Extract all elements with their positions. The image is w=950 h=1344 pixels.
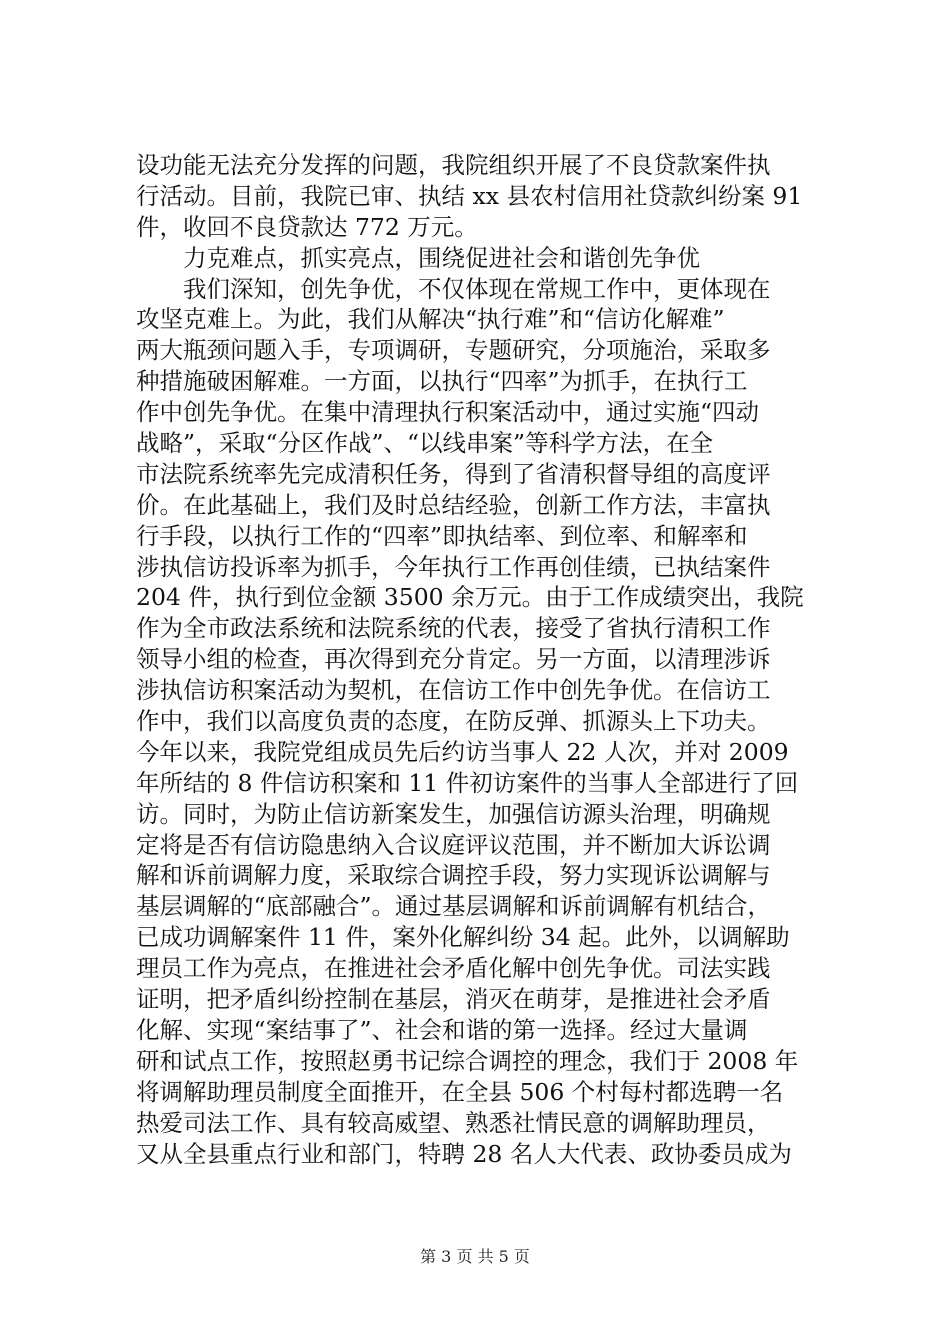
- text-line: 证明，把矛盾纠纷控制在基层，消灭在萌芽，是推进社会矛盾: [136, 985, 771, 1014]
- text-line: 理员工作为亮点，在推进社会矛盾化解中创先争优。司法实践: [136, 954, 771, 983]
- text-line: 涉执信访投诉率为抓手，今年执行工作再创佳绩，已执结案件: [136, 552, 771, 581]
- text-line: 作中创先争优。在集中清理执行积案活动中，通过实施“四动: [136, 398, 760, 427]
- text-line: 我们深知，创先争优，不仅体现在常规工作中，更体现在: [183, 274, 771, 303]
- text-line: 领导小组的检查，再次得到充分肯定。另一方面，以清理涉诉: [136, 645, 771, 674]
- text-line: 价。在此基础上，我们及时总结经验，创新工作方法，丰富执: [136, 490, 771, 519]
- text-line: 两大瓶颈问题入手，专项调研，专题研究，分项施治，采取多: [136, 336, 771, 365]
- text-line: 定将是否有信访隐患纳入合议庭评议范围，并不断加大诉讼调: [136, 830, 771, 859]
- text-line: 已成功调解案件 11 件，案外化解纠纷 34 起。此外，以调解助: [136, 923, 790, 952]
- text-line: 研和试点工作，按照赵勇书记综合调控的理念，我们于 2008 年: [136, 1046, 799, 1075]
- text-line: 又从全县重点行业和部门，特聘 28 名人大代表、政协委员成为: [136, 1139, 792, 1168]
- text-line: 件，收回不良贷款达 772 万元。: [136, 212, 478, 241]
- text-line: 热爱司法工作、具有较高威望、熟悉社情民意的调解助理员，: [136, 1108, 771, 1137]
- text-line: 攻坚克难上。为此，我们从解决“执行难”和“信访化解难”: [136, 305, 725, 334]
- text-line: 将调解助理员制度全面推开，在全县 506 个村每村都选聘一名: [136, 1077, 784, 1106]
- text-line: 设功能无法充分发挥的问题，我院组织开展了不良贷款案件执: [136, 151, 771, 179]
- page-footer: 第 3 页 共 5 页: [420, 1247, 530, 1266]
- text-line: 作中，我们以高度负责的态度，在防反弹、抓源头上下功夫。: [136, 707, 771, 736]
- text-line: 204 件，执行到位金额 3500 余万元。由于工作成绩突出，我院: [136, 583, 804, 612]
- text-line: 行活动。目前，我院已审、执结 xx 县农村信用社贷款纠纷案 91: [136, 181, 803, 210]
- text-line: 行手段，以执行工作的“四率”即执结率、到位率、和解率和: [136, 521, 748, 550]
- text-line: 解和诉前调解力度，采取综合调控手段，努力实现诉讼调解与: [136, 861, 771, 890]
- text-line: 年所结的 8 件信访积案和 11 件初访案件的当事人全部进行了回: [136, 768, 799, 797]
- text-line: 访。同时，为防止信访新案发生，加强信访源头治理，明确规: [136, 799, 771, 828]
- text-line: 市法院系统率先完成清积任务，得到了省清积督导组的高度评: [136, 459, 771, 488]
- text-line: 种措施破困解难。一方面，以执行“四率”为抓手，在执行工: [136, 367, 748, 396]
- text-line: 化解、实现“案结事了”、社会和谐的第一选择。经过大量调: [136, 1015, 748, 1044]
- text-line: 力克难点，抓实亮点，围绕促进社会和谐创先争优: [183, 243, 700, 272]
- document-body: [136, 150, 836, 1169]
- text-line: 今年以来，我院党组成员先后约访当事人 22 人次，并对 2009: [136, 737, 789, 766]
- text-line: 基层调解的“底部融合”。通过基层调解和诉前调解有机结合，: [136, 892, 772, 921]
- text-line: 作为全市政法系统和法院系统的代表，接受了省执行清积工作: [136, 614, 771, 643]
- text-line: 战略”，采取“分区作战”、“以线串案”等科学方法，在全: [136, 429, 714, 458]
- text-line: 涉执信访积案活动为契机，在信访工作中创先争优。在信访工: [136, 676, 771, 705]
